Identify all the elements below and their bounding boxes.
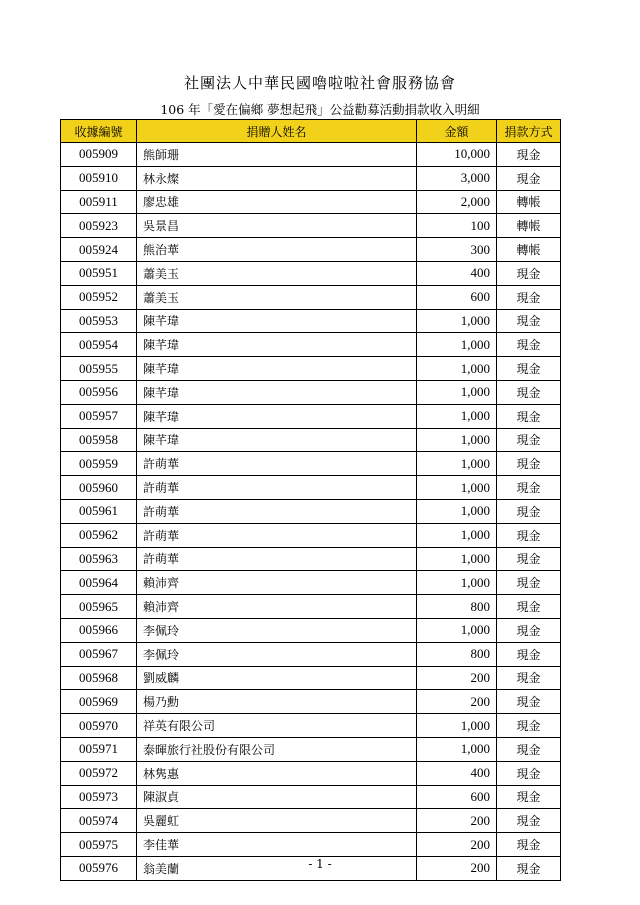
header-receipt-number: 收據編號 [61,120,137,143]
receipt-number-cell: 005962 [61,523,137,547]
amount-cell: 200 [417,666,497,690]
payment-method-cell: 轉帳 [497,214,561,238]
table-row [61,380,561,404]
amount-cell: 800 [417,642,497,666]
donor-name-cell: 許萌華 [137,476,417,500]
table-row [61,737,561,761]
table-row [61,404,561,428]
receipt-number-cell: 005957 [61,404,137,428]
donor-name-cell: 陳淑貞 [137,785,417,809]
donation-table [60,119,561,881]
table-row [61,190,561,214]
amount-cell: 1,000 [417,404,497,428]
amount-cell: 1,000 [417,428,497,452]
donor-name-cell: 李佩玲 [137,618,417,642]
header-donor-name: 捐贈人姓名 [137,120,417,143]
table-row [61,285,561,309]
payment-method-cell: 現金 [497,523,561,547]
donor-name-cell: 廖忠雄 [137,190,417,214]
receipt-number-cell: 005971 [61,737,137,761]
payment-method-cell: 現金 [497,499,561,523]
receipt-number-cell: 005911 [61,190,137,214]
header-amount: 金額 [417,120,497,143]
amount-cell: 1,000 [417,476,497,500]
payment-method-cell: 現金 [497,476,561,500]
donor-name-cell: 李佩玲 [137,642,417,666]
receipt-number-cell: 005969 [61,690,137,714]
table-row [61,333,561,357]
amount-cell: 400 [417,261,497,285]
table-row [61,571,561,595]
table-row [61,690,561,714]
amount-cell: 1,000 [417,380,497,404]
payment-method-cell: 現金 [497,809,561,833]
amount-cell: 1,000 [417,547,497,571]
payment-method-cell: 現金 [497,833,561,857]
amount-cell: 600 [417,785,497,809]
receipt-number-cell: 005970 [61,714,137,738]
amount-cell: 1,000 [417,309,497,333]
amount-cell: 1,000 [417,618,497,642]
amount-cell: 1,000 [417,357,497,381]
receipt-number-cell: 005960 [61,476,137,500]
receipt-number-cell: 005956 [61,380,137,404]
table-row [61,476,561,500]
payment-method-cell: 現金 [497,285,561,309]
donor-name-cell: 吳麗虹 [137,809,417,833]
organization-title: 社團法人中華民國嚕啦啦社會服務協會 [183,74,456,92]
donor-name-cell: 陳芊瑋 [137,404,417,428]
receipt-number-cell: 005961 [61,499,137,523]
payment-method-cell: 現金 [497,666,561,690]
receipt-number-cell: 005924 [61,238,137,262]
receipt-number-cell: 005953 [61,309,137,333]
receipt-number-cell: 005968 [61,666,137,690]
amount-cell: 1,000 [417,714,497,738]
receipt-number-cell: 005974 [61,809,137,833]
donor-name-cell: 祥英有限公司 [137,714,417,738]
table-row [61,143,561,167]
donor-name-cell: 許萌華 [137,499,417,523]
payment-method-cell: 現金 [497,761,561,785]
donor-name-cell: 泰暉旅行社股份有限公司 [137,737,417,761]
donor-name-cell: 蕭美玉 [137,261,417,285]
amount-cell: 3,000 [417,166,497,190]
donor-name-cell: 熊治華 [137,238,417,262]
table-row [61,357,561,381]
payment-method-cell: 現金 [497,452,561,476]
payment-method-cell: 現金 [497,143,561,167]
payment-method-cell: 現金 [497,571,561,595]
payment-method-cell: 現金 [497,333,561,357]
table-row [61,499,561,523]
amount-cell: 1,000 [417,523,497,547]
table-row [61,761,561,785]
table-header [61,120,561,143]
receipt-number-cell: 005909 [61,143,137,167]
amount-cell: 10,000 [417,143,497,167]
donor-name-cell: 許萌華 [137,452,417,476]
payment-method-cell: 現金 [497,856,561,880]
amount-cell: 200 [417,856,497,880]
receipt-number-cell: 005963 [61,547,137,571]
receipt-number-cell: 005973 [61,785,137,809]
payment-method-cell: 現金 [497,404,561,428]
table-row [61,166,561,190]
amount-cell: 1,000 [417,452,497,476]
payment-method-cell: 現金 [497,690,561,714]
amount-cell: 300 [417,238,497,262]
payment-method-cell: 轉帳 [497,190,561,214]
table-body [61,143,561,881]
receipt-number-cell: 005967 [61,642,137,666]
donor-name-cell: 林永燦 [137,166,417,190]
amount-cell: 200 [417,809,497,833]
donor-name-cell: 劉威麟 [137,666,417,690]
payment-method-cell: 現金 [497,785,561,809]
table-row [61,261,561,285]
donor-name-cell: 陳芊瑋 [137,380,417,404]
payment-method-cell: 現金 [497,595,561,619]
donor-name-cell: 陳芊瑋 [137,428,417,452]
receipt-number-cell: 005959 [61,452,137,476]
donor-name-cell: 李佳華 [137,833,417,857]
payment-method-cell: 現金 [497,547,561,571]
amount-cell: 1,000 [417,737,497,761]
receipt-number-cell: 005951 [61,261,137,285]
donor-name-cell: 陳芊瑋 [137,309,417,333]
header-payment-method: 捐款方式 [497,120,561,143]
donor-name-cell: 吳景昌 [137,214,417,238]
receipt-number-cell: 005910 [61,166,137,190]
donor-name-cell: 熊師珊 [137,143,417,167]
table-row [61,309,561,333]
payment-method-cell: 現金 [497,618,561,642]
donor-name-cell: 許萌華 [137,547,417,571]
document-subtitle: 106 年「愛在偏鄉 夢想起飛」公益勸募活動捐款收入明細 [160,102,480,117]
receipt-number-cell: 005955 [61,357,137,381]
receipt-number-cell: 005954 [61,333,137,357]
donor-name-cell: 陳芊瑋 [137,357,417,381]
amount-cell: 1,000 [417,499,497,523]
payment-method-cell: 現金 [497,428,561,452]
amount-cell: 2,000 [417,190,497,214]
table-row [61,714,561,738]
table-row [61,595,561,619]
donor-name-cell: 陳芊瑋 [137,333,417,357]
receipt-number-cell: 005966 [61,618,137,642]
table-row [61,452,561,476]
receipt-number-cell: 005975 [61,833,137,857]
receipt-number-cell: 005964 [61,571,137,595]
amount-cell: 200 [417,833,497,857]
header-row [61,120,561,143]
receipt-number-cell: 005923 [61,214,137,238]
payment-method-cell: 現金 [497,714,561,738]
payment-method-cell: 現金 [497,380,561,404]
payment-method-cell: 現金 [497,357,561,381]
table-row [61,642,561,666]
table-row [61,214,561,238]
page-number: - 1 - [308,857,332,871]
table-row [61,523,561,547]
receipt-number-cell: 005972 [61,761,137,785]
payment-method-cell: 現金 [497,261,561,285]
donor-name-cell: 翁美蘭 [137,856,417,880]
table-row [61,833,561,857]
table-row [61,618,561,642]
payment-method-cell: 轉帳 [497,238,561,262]
amount-cell: 600 [417,285,497,309]
amount-cell: 1,000 [417,333,497,357]
payment-method-cell: 現金 [497,166,561,190]
amount-cell: 1,000 [417,571,497,595]
receipt-number-cell: 005952 [61,285,137,309]
table-row [61,428,561,452]
table-row [61,809,561,833]
donor-name-cell: 林隽惠 [137,761,417,785]
donor-name-cell: 賴沛齊 [137,595,417,619]
amount-cell: 200 [417,690,497,714]
table-row [61,547,561,571]
payment-method-cell: 現金 [497,642,561,666]
amount-cell: 100 [417,214,497,238]
payment-method-cell: 現金 [497,309,561,333]
donor-name-cell: 楊乃勳 [137,690,417,714]
donor-name-cell: 許萌華 [137,523,417,547]
receipt-number-cell: 005976 [61,856,137,880]
amount-cell: 400 [417,761,497,785]
amount-cell: 800 [417,595,497,619]
table-row [61,666,561,690]
receipt-number-cell: 005958 [61,428,137,452]
donor-name-cell: 蕭美玉 [137,285,417,309]
table-row [61,785,561,809]
receipt-number-cell: 005965 [61,595,137,619]
payment-method-cell: 現金 [497,737,561,761]
donor-name-cell: 賴沛齊 [137,571,417,595]
table-row [61,238,561,262]
